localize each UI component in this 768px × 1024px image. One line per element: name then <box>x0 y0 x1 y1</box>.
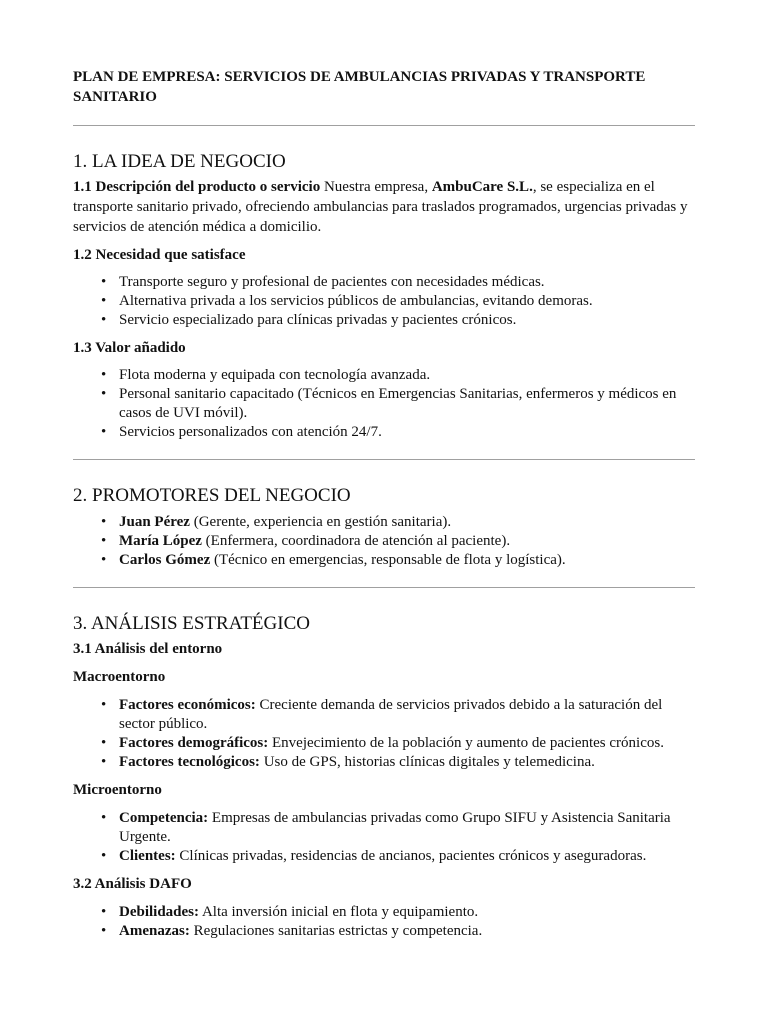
divider <box>73 587 695 588</box>
factor-label: Debilidades: <box>119 904 200 920</box>
list-item <box>73 903 695 922</box>
list-item <box>73 551 695 570</box>
bullet: • <box>101 697 107 713</box>
list-item <box>73 734 695 753</box>
bullet: • <box>101 293 107 309</box>
section-1-2-heading: 1.2 Necesidad que satisface <box>73 247 246 263</box>
micro-list <box>73 809 695 866</box>
list-item-text: Personal sanitario capacitado (Técnicos en Emergencias Sanitarias, enfermeros y médicos en casos de UVI móvil). <box>119 386 677 421</box>
paragraph-text: , se especializa en el transporte sanitario privado, ofreciendo ambulancias para traslados programados, urgencias privadas y servicios de atención médica a domicilio. <box>73 179 688 235</box>
bullet: • <box>101 274 107 290</box>
section-1-heading: 1. LA IDEA DE NEGOCIO <box>73 151 286 172</box>
list-item <box>73 753 695 772</box>
list-item-text: Servicio especializado para clínicas privadas y pacientes crónicos. <box>119 312 517 328</box>
section-1-1-paragraph <box>73 177 695 237</box>
bullet: • <box>101 367 107 383</box>
factor-label: Amenazas: <box>119 923 190 939</box>
section-1-3-heading: 1.3 Valor añadido <box>73 340 186 356</box>
section-3-1-heading: 3.1 Análisis del entorno <box>73 641 223 657</box>
factor-label: Competencia: <box>119 810 209 826</box>
factor-text: Regulaciones sanitarias estrictas y competencia. <box>189 923 483 939</box>
micro-heading: Microentorno <box>73 782 162 798</box>
promoter-name: Carlos Gómez <box>119 552 211 568</box>
divider <box>73 459 695 460</box>
section-1-1-label: 1.1 Descripción del producto o servicio <box>73 179 321 195</box>
list-item <box>73 696 695 734</box>
factor-text: Alta inversión inicial en flota y equipamiento. <box>199 904 479 920</box>
factor-text: Uso de GPS, historias clínicas digitales y telemedicina. <box>259 754 595 770</box>
bullet: • <box>101 735 107 751</box>
macro-heading: Macroentorno <box>73 669 166 685</box>
bullet: • <box>101 552 107 568</box>
bullet: • <box>101 754 107 770</box>
list-item-text: Alternativa privada a los servicios públicos de ambulancias, evitando demoras. <box>119 293 593 309</box>
dafo-list <box>73 903 695 941</box>
factor-text: Clínicas privadas, residencias de ancianos, pacientes crónicos y aseguradoras. <box>175 848 647 864</box>
bullet: • <box>101 810 107 826</box>
promoter-name: Juan Pérez <box>119 514 190 530</box>
factor-text: Empresas de ambulancias privadas como Grupo SIFU y Asistencia Sanitaria Urgente. <box>119 810 671 845</box>
bullet: • <box>101 312 107 328</box>
list-item <box>73 922 695 941</box>
divider <box>73 125 695 126</box>
promoter-role: (Enfermera, coordinadora de atención al paciente). <box>201 533 511 549</box>
list-item-text: Servicios personalizados con atención 24/7. <box>119 424 382 440</box>
list-item <box>73 385 695 423</box>
bullet: • <box>101 514 107 530</box>
document-content <box>73 67 695 941</box>
value-list <box>73 366 695 442</box>
section-3-heading: 3. ANÁLISIS ESTRATÉGICO <box>73 613 310 634</box>
bullet: • <box>101 533 107 549</box>
list-item-text: Flota moderna y equipada con tecnología avanzada. <box>119 367 431 383</box>
list-item <box>73 847 695 866</box>
need-list <box>73 273 695 330</box>
promoter-name: María López <box>119 533 202 549</box>
factor-label: Factores económicos: <box>119 697 256 713</box>
document-title: PLAN DE EMPRESA: SERVICIOS DE AMBULANCIAS PRIVADAS Y TRANSPORTE SANITARIO <box>73 69 646 105</box>
bullet: • <box>101 386 107 402</box>
paragraph-text: Nuestra empresa, <box>320 179 432 195</box>
promoter-role: (Técnico en emergencias, responsable de flota y logística). <box>210 552 566 568</box>
factor-label: Factores demográficos: <box>119 735 269 751</box>
list-item <box>73 311 695 330</box>
list-item <box>73 513 695 532</box>
list-item-text: Transporte seguro y profesional de pacientes con necesidades médicas. <box>119 274 545 290</box>
bullet: • <box>101 904 107 920</box>
promoters-list <box>73 513 695 570</box>
list-item <box>73 366 695 385</box>
company-name: AmbuCare S.L. <box>431 179 533 195</box>
macro-list <box>73 696 695 772</box>
list-item <box>73 292 695 311</box>
bullet: • <box>101 424 107 440</box>
list-item <box>73 423 695 442</box>
factor-text: Creciente demanda de servicios privados debido a la saturación del sector público. <box>119 697 663 732</box>
list-item <box>73 532 695 551</box>
factor-label: Clientes: <box>119 848 176 864</box>
factor-text: Envejecimiento de la población y aumento de pacientes crónicos. <box>268 735 664 751</box>
promoter-role: (Gerente, experiencia en gestión sanitaria). <box>189 514 452 530</box>
section-2-heading: 2. PROMOTORES DEL NEGOCIO <box>73 485 351 506</box>
factor-label: Factores tecnológicos: <box>119 754 260 770</box>
list-item <box>73 809 695 847</box>
bullet: • <box>101 848 107 864</box>
bullet: • <box>101 923 107 939</box>
section-3-2-heading: 3.2 Análisis DAFO <box>73 876 192 892</box>
list-item <box>73 273 695 292</box>
